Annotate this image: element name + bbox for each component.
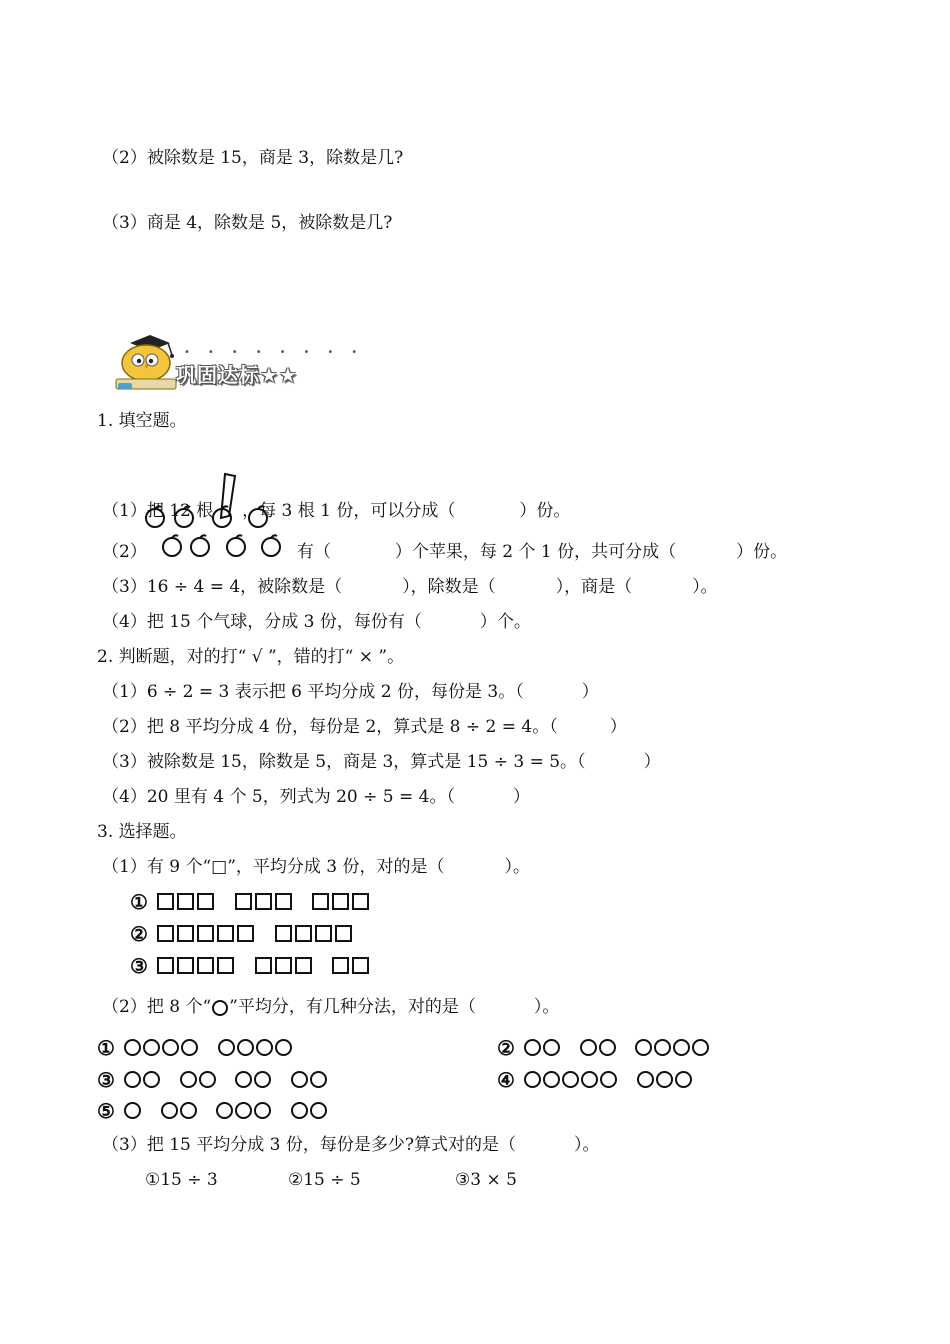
judge-q3 — [102, 751, 661, 773]
choice-q2-part-a: （2）把 8 个“ — [102, 997, 212, 1017]
fill-q4-part-b: ）个。 — [479, 612, 531, 632]
choice-q3-option-3: ③3 × 5 — [455, 1170, 517, 1190]
choice-q3-part-a: （3）把 15 平均分成 3 份，每份是多少?算式对的是（ — [102, 1135, 516, 1155]
section-2-heading: 2. 判断题，对的打“ √ ”，错的打“ × ”。 — [97, 647, 405, 667]
owl-graduate-icon — [110, 333, 182, 395]
judge-q2-close: ） — [609, 717, 627, 737]
option-number: ④ — [497, 1067, 515, 1092]
choice-q2 — [102, 996, 559, 1018]
choice-q2-part-c: ）。 — [533, 997, 560, 1017]
fill-q2-part-a: （2） — [102, 542, 147, 562]
fill-q2-part-b: 有（ — [296, 542, 331, 562]
square-option-3 — [130, 953, 384, 977]
fill-q2-part-d: ）份。 — [736, 542, 788, 562]
square-option-2 — [130, 921, 367, 945]
option-number: ③ — [97, 1067, 115, 1092]
option-number: ② — [497, 1035, 515, 1060]
fill-q3 — [102, 576, 718, 598]
circle-option-4 — [497, 1067, 706, 1091]
judge-q3-close: ） — [643, 752, 661, 772]
judge-q2 — [102, 716, 627, 738]
choice-q2-part-b: ”平均分，有几种分法，对的是（ — [229, 997, 476, 1017]
option-number: ③ — [130, 953, 148, 978]
banner-title: 巩固达标★★ — [176, 363, 298, 387]
judge-q1-text: （1）6 ÷ 2 = 3 表示把 6 平均分成 2 份，每份是 3。（ — [102, 682, 524, 702]
fill-q1-part-b: ，每 3 根 1 份，可以分成（ — [242, 501, 456, 521]
question-3-text: （3）商是 4，除数是 5，被除数是几? — [102, 213, 393, 233]
question-2-text: （2）被除数是 15，商是 3，除数是几? — [102, 148, 404, 168]
fill-q2 — [102, 541, 787, 563]
circle-option-3 — [97, 1067, 341, 1091]
option-number: ① — [97, 1035, 115, 1060]
square-option-1 — [130, 889, 384, 913]
option-number: ① — [130, 889, 148, 914]
fill-q3-part-d: ）。 — [692, 577, 718, 597]
fill-q1-part-c: ）份。 — [519, 501, 571, 521]
section-banner — [110, 333, 376, 393]
judge-q1-close: ） — [581, 682, 599, 702]
fill-q1-part-a: （1）把 12 根 — [102, 501, 214, 521]
judge-q1 — [102, 681, 599, 703]
judge-q3-text: （3）被除数是 15，除数是 5，商是 3，算式是 15 ÷ 3 = 5。（ — [102, 752, 586, 772]
choice-q3 — [102, 1134, 600, 1156]
fill-q3-part-c: ），商是（ — [555, 577, 633, 597]
option-number: ② — [130, 921, 148, 946]
fill-q3-part-b: ），除数是（ — [402, 577, 496, 597]
choice-q3-option-1: ①15 ÷ 3 — [145, 1170, 218, 1190]
option-number: ⑤ — [97, 1098, 115, 1123]
choice-q3-option-2: ②15 ÷ 5 — [288, 1170, 361, 1190]
fill-q2-part-c: ）个苹果，每 2 个 1 份，共可分成（ — [394, 542, 677, 562]
judge-q4 — [102, 786, 530, 808]
choice-q3-part-b: ）。 — [574, 1135, 600, 1155]
choice-q1-part-b: ）。 — [504, 857, 531, 877]
section-3-heading: 3. 选择题。 — [97, 822, 187, 842]
judge-q4-close: ） — [512, 787, 530, 807]
judge-q4-text: （4）20 里有 4 个 5，列式为 20 ÷ 5 = 4。（ — [102, 787, 455, 807]
fill-q4-part-a: （4）把 15 个气球，分成 3 份，每份有（ — [102, 612, 422, 632]
choice-q1 — [102, 856, 530, 878]
circle-option-2 — [497, 1035, 723, 1059]
fill-q4 — [102, 611, 531, 633]
circle-option-5 — [97, 1098, 341, 1122]
judge-q2-text: （2）把 8 平均分成 4 份，每份是 2，算式是 8 ÷ 2 = 4。（ — [102, 717, 558, 737]
choice-q1-part-a: （1）有 9 个“□”，平均分成 3 份，对的是（ — [102, 857, 445, 877]
banner-dots: •••••••• — [184, 347, 376, 358]
fill-q3-part-a: （3）16 ÷ 4 = 4，被除数是（ — [102, 577, 343, 597]
circle-icon — [212, 1000, 228, 1016]
section-1-heading: 1. 填空题。 — [97, 411, 187, 431]
circle-option-1 — [97, 1035, 306, 1059]
